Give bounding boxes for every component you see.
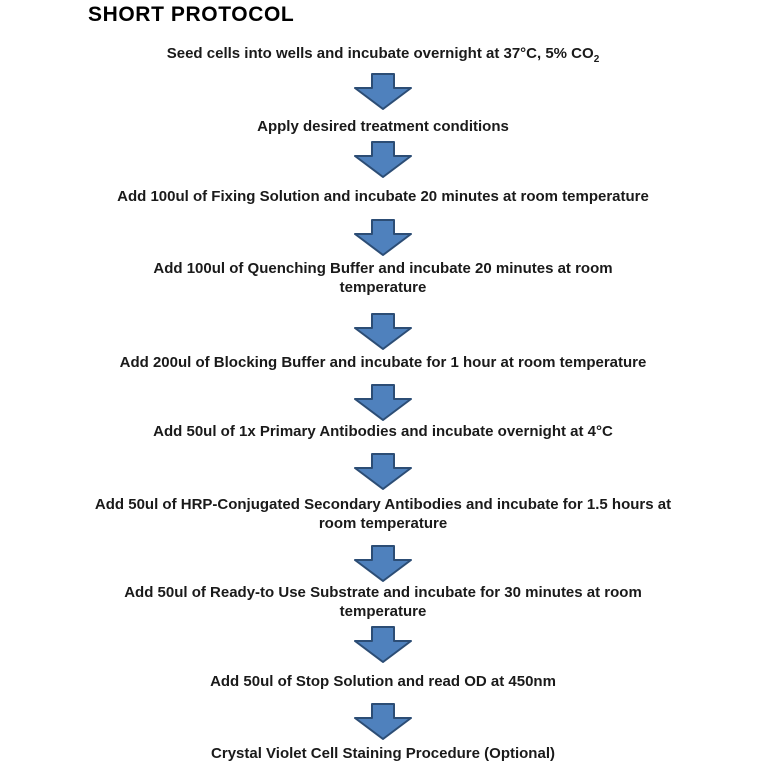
- step-fixing-solution: [117, 187, 649, 206]
- down-arrow-icon: [354, 313, 412, 350]
- down-arrow-icon: [354, 703, 412, 740]
- down-arrow-icon: [354, 626, 412, 663]
- step-treatment-conditions: [257, 117, 509, 136]
- step-blocking-buffer: [120, 353, 647, 372]
- down-arrow-icon: [354, 73, 412, 110]
- page-title: SHORT PROTOCOL: [88, 3, 295, 26]
- step-text: Apply desired treatment conditions: [257, 118, 509, 135]
- step-seed-cells: [167, 44, 600, 63]
- step-text: Add 100ul of Fixing Solution and incubate 20 minutes at room temperature: [117, 188, 649, 205]
- step-text: Add 50ul of Ready-to Use Substrate and incubate for 30 minutes at room temperature: [124, 584, 642, 620]
- step-text: Add 200ul of Blocking Buffer and incubate for 1 hour at room temperature: [119, 354, 647, 371]
- step-stop-solution: [210, 672, 556, 691]
- step-quenching-buffer: [113, 259, 653, 297]
- down-arrow-icon: [354, 384, 412, 421]
- step-substrate: [93, 583, 673, 621]
- step-crystal-violet: [211, 744, 555, 763]
- step-text: Add 100ul of Quenching Buffer and incubate 20 minutes at room temperature: [153, 260, 613, 296]
- down-arrow-icon: [354, 545, 412, 582]
- step-primary-antibodies: [153, 422, 613, 441]
- step-text: Add 50ul of 1x Primary Antibodies and incubate overnight at 4°C: [153, 423, 613, 440]
- down-arrow-icon: [354, 453, 412, 490]
- co2-subscript: 2: [593, 54, 600, 65]
- down-arrow-icon: [354, 219, 412, 256]
- down-arrow-icon: [354, 141, 412, 178]
- step-text: Crystal Violet Cell Staining Procedure (Optional): [211, 745, 555, 762]
- step-text: Seed cells into wells and incubate overnight at 37°C, 5% CO: [166, 45, 594, 62]
- step-text: Add 50ul of Stop Solution and read OD at 450nm: [210, 673, 556, 690]
- step-secondary-antibodies: [93, 495, 673, 533]
- step-text: Add 50ul of HRP-Conjugated Secondary Antibodies and incubate for 1.5 hours at room temperature: [94, 496, 672, 532]
